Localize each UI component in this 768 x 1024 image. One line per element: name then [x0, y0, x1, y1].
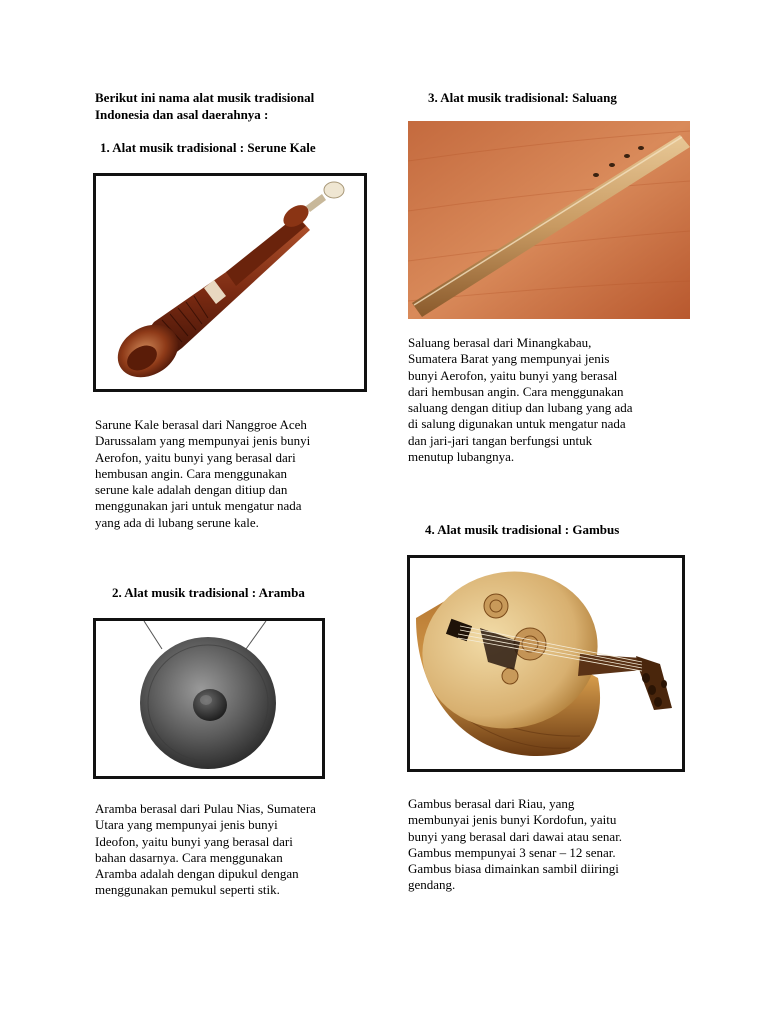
- serune-kale-photo: [93, 173, 367, 392]
- heading-saluang: 3. Alat musik tradisional: Saluang: [428, 90, 617, 105]
- intro-line: Indonesia dan asal daerahnya :: [95, 107, 269, 122]
- description-saluang: [408, 335, 698, 465]
- description-gambus: [408, 796, 698, 894]
- description-line: Sarune Kale berasal dari Nanggroe Aceh: [95, 417, 307, 432]
- description-line: yang ada di lubang serune kale.: [95, 514, 259, 530]
- heading-gambus: 4. Alat musik tradisional : Gambus: [425, 522, 620, 537]
- description-line: gendang.: [408, 877, 456, 893]
- description-line: menggunakan pemukul seperti stik.: [95, 882, 280, 898]
- description-line: Gambus biasa dimainkan sambil diiringi: [408, 861, 619, 877]
- description-line: menggunakan jari untuk mengatur nada: [95, 498, 302, 514]
- description-line: bunyi yang berasal dari dawai atau senar.: [408, 828, 623, 844]
- description-line: dan jari-jari tangan berfungsi untuk: [408, 432, 593, 448]
- description-line: Gambus berasal dari Riau, yang: [408, 796, 575, 811]
- gambus-lute-photo: [407, 555, 685, 772]
- description-line: Gambus mempunyai 3 senar – 12 senar.: [408, 844, 616, 860]
- description-line: bahan dasarnya. Cara menggunakan: [95, 849, 283, 865]
- description-line: Aerofon, yaitu bunyi yang berasal dari: [95, 449, 296, 465]
- aramba-gong-photo: [93, 618, 325, 779]
- intro-text: [95, 89, 395, 123]
- description-line: membunyai jenis bunyi Kordofun, yaitu: [408, 812, 617, 828]
- description-aramba: [95, 801, 375, 899]
- description-line: Saluang berasal dari Minangkabau,: [408, 335, 592, 350]
- description-line: menutup lubangnya.: [408, 449, 515, 465]
- description-line: Darussalam yang mempunyai jenis bunyi: [95, 433, 311, 449]
- description-serune-kale: [95, 417, 375, 531]
- description-line: serune kale adalah dengan ditiup dan: [95, 482, 288, 498]
- intro-line: Berikut ini nama alat musik tradisional: [95, 90, 315, 105]
- heading-serune-kale: 1. Alat musik tradisional : Serune Kale: [100, 140, 316, 155]
- description-line: bunyi Aerofon, yaitu bunyi yang berasal: [408, 367, 618, 383]
- description-line: Aramba berasal dari Pulau Nias, Sumatera: [95, 801, 316, 816]
- heading-aramba: 2. Alat musik tradisional : Aramba: [112, 585, 305, 600]
- description-line: Ideofon, yaitu bunyi yang berasal dari: [95, 833, 293, 849]
- description-line: dari hembusan angin. Cara menggunakan: [408, 383, 624, 399]
- description-line: Utara yang mempunyai jenis bunyi: [95, 817, 278, 833]
- description-line: di salung digunakan untuk mengatur nada: [408, 416, 626, 432]
- saluang-flute-photo: [408, 121, 690, 319]
- description-line: Aramba adalah dengan dipukul dengan: [95, 866, 299, 882]
- description-line: Sumatera Barat yang mempunyai jenis: [408, 351, 610, 367]
- description-line: hembusan angin. Cara menggunakan: [95, 465, 288, 481]
- description-line: saluang dengan ditiup dan lubang yang ada: [408, 400, 633, 416]
